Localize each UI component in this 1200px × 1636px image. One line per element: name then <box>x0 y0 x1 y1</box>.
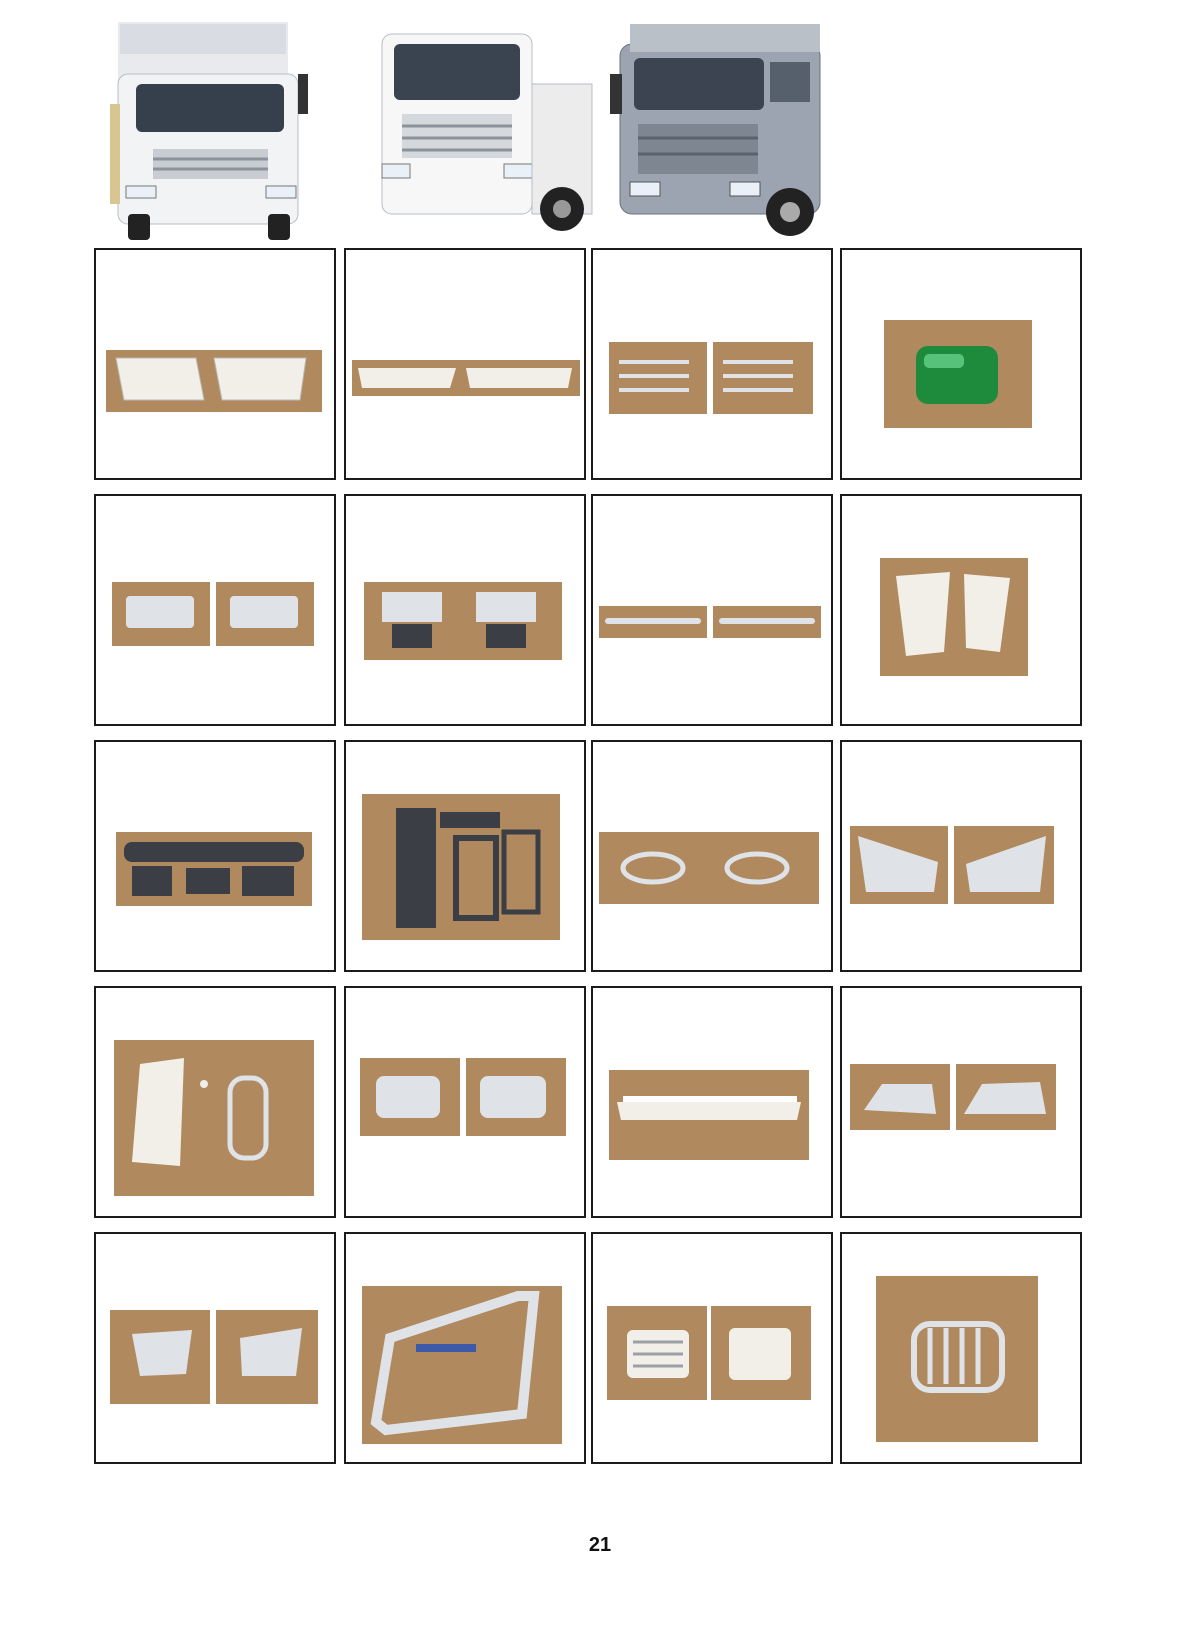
interior-set-icon <box>96 742 334 970</box>
part-photo-chrome-step-covers <box>840 494 1082 726</box>
part-photo-chrome-mirror-covers <box>344 986 586 1218</box>
truck-image-white-box <box>98 14 328 244</box>
part-photo-dark-dashboard-panel <box>344 740 586 972</box>
green-cover-icon <box>842 250 1080 478</box>
part-photo-white-corner-panels <box>94 248 336 480</box>
bezel-icon <box>346 1234 584 1462</box>
visor-icon <box>346 250 584 478</box>
part-photo-chrome-vent-grilles <box>591 248 833 480</box>
part-photo-chrome-bumper-brackets <box>344 494 586 726</box>
lamp-housing-icon <box>96 496 334 724</box>
part-photo-chrome-headlamp-bezel <box>344 1232 586 1464</box>
part-photo-chrome-fog-lamp-rings <box>591 740 833 972</box>
part-photo-chrome-lamp-housings <box>94 494 336 726</box>
truck-image-silver <box>610 14 840 244</box>
part-photo-dark-interior-trim-set <box>94 740 336 972</box>
bracket-icon <box>346 496 584 724</box>
sun-visor-icon <box>593 988 831 1216</box>
part-photo-chrome-trim-strips <box>591 494 833 726</box>
truck-image-white-tractor <box>372 14 602 244</box>
part-photo-white-sun-visor <box>591 986 833 1218</box>
part-photo-chrome-vent-plates <box>591 1232 833 1464</box>
part-photo-chrome-side-fairings <box>840 986 1082 1218</box>
part-photo-white-end-caps <box>94 1232 336 1464</box>
fairing-icon <box>842 988 1080 1216</box>
part-photo-chrome-corner-deflectors <box>840 740 1082 972</box>
strip-icon <box>593 496 831 724</box>
vent-plate-icon <box>593 1234 831 1462</box>
end-cap-icon <box>96 1234 334 1462</box>
part-photo-green-mirror-cover <box>840 248 1082 480</box>
part-photo-white-sun-visor-pieces <box>344 248 586 480</box>
fog-ring-icon <box>593 742 831 970</box>
mirror-cover-icon <box>346 988 584 1216</box>
vent-icon <box>593 250 831 478</box>
page-number: 21 <box>588 1534 612 1556</box>
deflector-icon <box>842 742 1080 970</box>
part-photo-white-panel-and-grille <box>94 986 336 1218</box>
truck-header-images <box>0 14 1200 244</box>
step-cover-icon <box>842 496 1080 724</box>
panel-grille-icon <box>96 988 334 1216</box>
corner-panel-icon <box>96 250 334 478</box>
grille-icon <box>842 1234 1080 1462</box>
dashboard-icon <box>346 742 584 970</box>
part-photo-chrome-front-grille <box>840 1232 1082 1464</box>
